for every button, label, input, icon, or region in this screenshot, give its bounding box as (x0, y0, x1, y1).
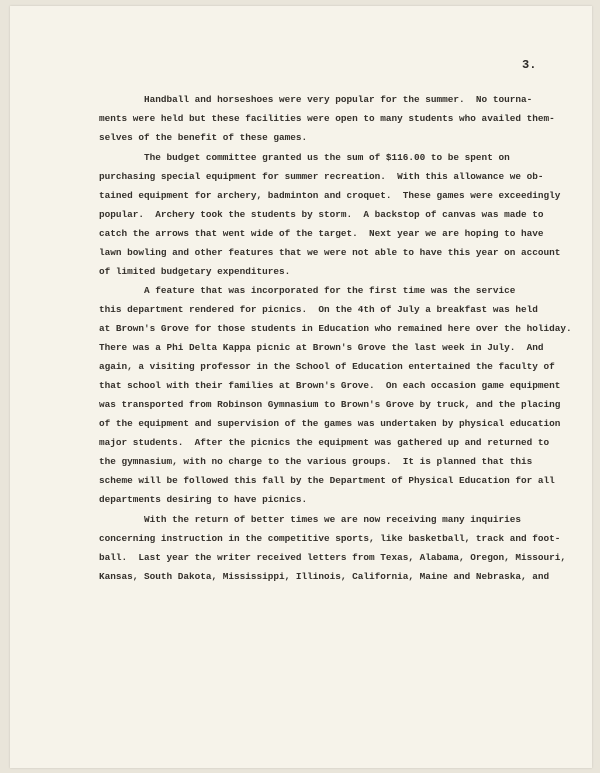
text-line: that school with their families at Brown's Grove. On each occasion game equipment (99, 380, 561, 391)
text-line: scheme will be followed this fall by the Department of Physical Education for all (99, 475, 555, 486)
text-line: selves of the benefit of these games. (99, 132, 308, 143)
text-line: Handball and horseshoes were very popular for the summer. No tourna- (99, 94, 533, 105)
text-line: The budget committee granted us the sum of $116.00 to be spent on (99, 151, 510, 163)
text-line: Kansas, South Dakota, Mississippi, Illinois, California, Maine and Nebraska, and (99, 570, 550, 582)
text-line: the gymnasium, with no charge to the various groups. It is planned that this (99, 456, 533, 467)
text-line: ball. Last year the writer received letters from Texas, Alabama, Oregon, Missouri, (99, 551, 566, 563)
text-line: of limited budgetary expenditures. (99, 265, 291, 277)
text-line: catch the arrows that went wide of the target. Next year we are hoping to have (99, 227, 544, 239)
text-line: purchasing special equipment for summer recreation. With this allowance we ob- (99, 170, 544, 182)
text-line: There was a Phi Delta Kappa picnic at Brown's Grove the last week in July. And (99, 342, 544, 353)
text-line: tained equipment for archery, badminton and croquet. These games were exceedingly (99, 189, 561, 201)
body-text (99, 90, 572, 586)
text-line: this department rendered for picnics. On the 4th of July a breakfast was held (99, 304, 538, 315)
text-line: departments desiring to have picnics. (99, 494, 308, 505)
text-line: With the return of better times we are now receiving many inquiries (99, 513, 521, 525)
text-line: lawn bowling and other features that we were not able to have this year on account (99, 246, 561, 258)
text-line: A feature that was incorporated for the first time was the service (99, 285, 516, 296)
text-line: at Brown's Grove for those students in Education who remained here over the holiday. (99, 323, 572, 334)
text-line: popular. Archery took the students by storm. A backstop of canvas was made to (99, 208, 544, 220)
text-line: major students. After the picnics the equipment was gathered up and returned to (99, 437, 550, 448)
text-line: again, a visiting professor in the School of Education entertained the faculty of (99, 361, 555, 372)
text-line: ments were held but these facilities were open to many students who availed them- (99, 113, 555, 124)
text-line: concerning instruction in the competitive sports, like basketball, track and foot- (99, 532, 561, 544)
document-page (10, 6, 592, 768)
page-number: 3. (522, 58, 537, 72)
text-line: of the equipment and supervision of the games was undertaken by physical education (99, 418, 561, 429)
text-line: was transported from Robinson Gymnasium to Brown's Grove by truck, and the placing (99, 399, 561, 410)
